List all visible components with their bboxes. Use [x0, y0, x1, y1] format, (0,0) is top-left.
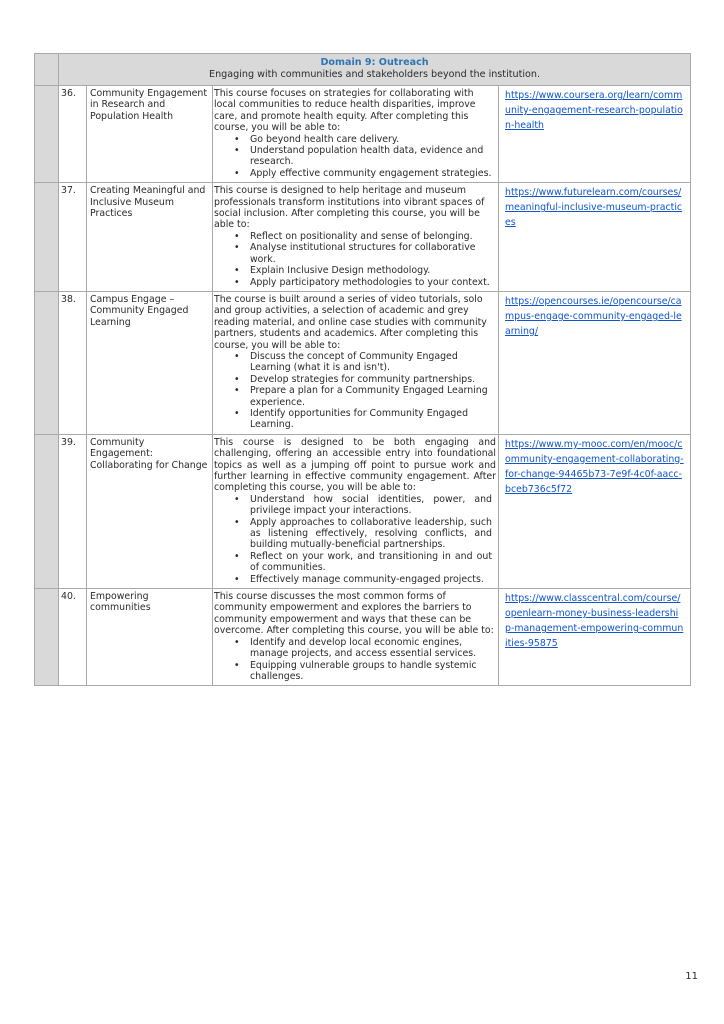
- course-intro: This course is designed to help heritage and museum professionals transform institutions into vibrant spaces of social inclusion. After completing this course, you will be able to:: [214, 185, 485, 231]
- course-intro: The course is built around a series of video tutorials, solo and group activities, a selection of academic and grey reading material, and online case studies with community partners, students and academics. After completing this course, you will be able to:: [214, 293, 487, 351]
- course-number: 39.: [59, 434, 87, 588]
- course-intro: This course discusses the most common forms of community empowerment and explores the barriers to community empowerment and ways that these can be overcome. After completing this course, you will be able to:: [214, 591, 494, 637]
- course-number: 40.: [59, 589, 87, 686]
- course-intro: This course is designed to be both engaging and challenging, offering an accessible entry into foundational topics as well as a jumping off point to pursue work and further learning in effective community engagement. After completing this course, you will be able to:: [214, 436, 496, 494]
- outcome-list: [214, 134, 496, 180]
- course-link[interactable]: https://www.futurelearn.com/courses/meaningful-inclusive-museum-practices: [505, 187, 683, 229]
- course-link-cell: [499, 589, 691, 686]
- outcome-item: • Reflect on positionality and sense of belonging.: [250, 231, 496, 242]
- course-row: [35, 86, 691, 183]
- course-title: Campus Engage – Community Engaged Learning: [87, 291, 213, 434]
- outcome-item: • Understand how social identities, power, and privilege impact your interactions.: [250, 494, 496, 517]
- domain-subtitle: Engaging with communities and stakeholders beyond the institution.: [209, 69, 541, 80]
- domain-header-row: [35, 54, 691, 86]
- course-row: [35, 183, 691, 292]
- course-link[interactable]: https://www.coursera.org/learn/community-engagement-research-population-health: [505, 90, 683, 131]
- outcome-item: • Analyse institutional structures for collaborative work.: [250, 242, 496, 265]
- course-row: [35, 434, 691, 588]
- course-title: Creating Meaningful and Inclusive Museum Practices: [87, 183, 213, 292]
- outcome-item: • Apply effective community engagement strategies.: [250, 168, 496, 179]
- course-row: [35, 589, 691, 686]
- outcome-item: • Discuss the concept of Community Engaged Learning (what it is and isn't).: [250, 351, 496, 374]
- course-title: Community Engagement in Research and Population Health: [87, 86, 213, 183]
- outcome-item: • Develop strategies for community partnerships.: [250, 374, 496, 385]
- outcome-list: [214, 351, 496, 431]
- course-number: 37.: [59, 183, 87, 292]
- course-description: [213, 183, 499, 292]
- row-shade-cell: [35, 86, 59, 183]
- course-description: [213, 291, 499, 434]
- course-description: [213, 589, 499, 686]
- page-number: 11: [685, 971, 698, 982]
- row-shade-cell: [35, 183, 59, 292]
- course-link-cell: [499, 86, 691, 183]
- outcome-item: • Identify opportunities for Community Engaged Learning.: [250, 408, 496, 431]
- outcome-item: • Equipping vulnerable groups to handle systemic challenges.: [250, 660, 496, 683]
- course-row: [35, 291, 691, 434]
- page: [34, 53, 690, 686]
- course-link[interactable]: https://www.classcentral.com/course/openlearn-money-business-leadership-management-empowering-communities-95875: [505, 593, 684, 650]
- domain-title: Domain 9: Outreach: [320, 57, 429, 68]
- course-intro: This course focuses on strategies for collaborating with local communities to reduce health disparities, improve care, and promote health equity. After completing this course, you will be able to:: [214, 88, 476, 134]
- outcome-item: • Reflect on your work, and transitioning in and out of communities.: [250, 551, 496, 574]
- course-link-cell: [499, 183, 691, 292]
- course-title: Empowering communities: [87, 589, 213, 686]
- course-description: [213, 434, 499, 588]
- row-shade-cell: [35, 589, 59, 686]
- course-number: 38.: [59, 291, 87, 434]
- outcome-item: • Apply approaches to collaborative leadership, such as listening effectively, resolving conflicts, and building mutually-beneficial partnerships.: [250, 517, 496, 551]
- course-description: [213, 86, 499, 183]
- outcome-item: • Effectively manage community-engaged projects.: [250, 574, 496, 585]
- outcome-item: • Explain Inclusive Design methodology.: [250, 265, 496, 276]
- course-table: [34, 53, 691, 686]
- outcome-item: • Understand population health data, evidence and research.: [250, 145, 496, 168]
- course-number: 36.: [59, 86, 87, 183]
- outcome-list: [214, 637, 496, 683]
- outcome-item: • Prepare a plan for a Community Engaged Learning experience.: [250, 385, 496, 408]
- domain-header: [59, 54, 691, 86]
- outcome-item: • Apply participatory methodologies to your context.: [250, 277, 496, 288]
- outcome-list: [214, 231, 496, 288]
- course-link[interactable]: https://www.my-mooc.com/en/mooc/community-engagement-collaborating-for-change-94465b73-7e9f-4c0f-aacc-bceb736c5f72: [505, 438, 684, 495]
- course-link-cell: [499, 291, 691, 434]
- header-blank-cell: [35, 54, 59, 86]
- row-shade-cell: [35, 434, 59, 588]
- outcome-item: • Identify and develop local economic engines, manage projects, and access essential services.: [250, 637, 496, 660]
- outcome-list: [214, 494, 496, 585]
- row-shade-cell: [35, 291, 59, 434]
- outcome-item: • Go beyond health care delivery.: [250, 134, 496, 145]
- course-title: Community Engagement: Collaborating for Change: [87, 434, 213, 588]
- course-link-cell: [499, 434, 691, 588]
- course-link[interactable]: https://opencourses.ie/opencourse/campus-engage-community-engaged-learning/: [505, 295, 682, 337]
